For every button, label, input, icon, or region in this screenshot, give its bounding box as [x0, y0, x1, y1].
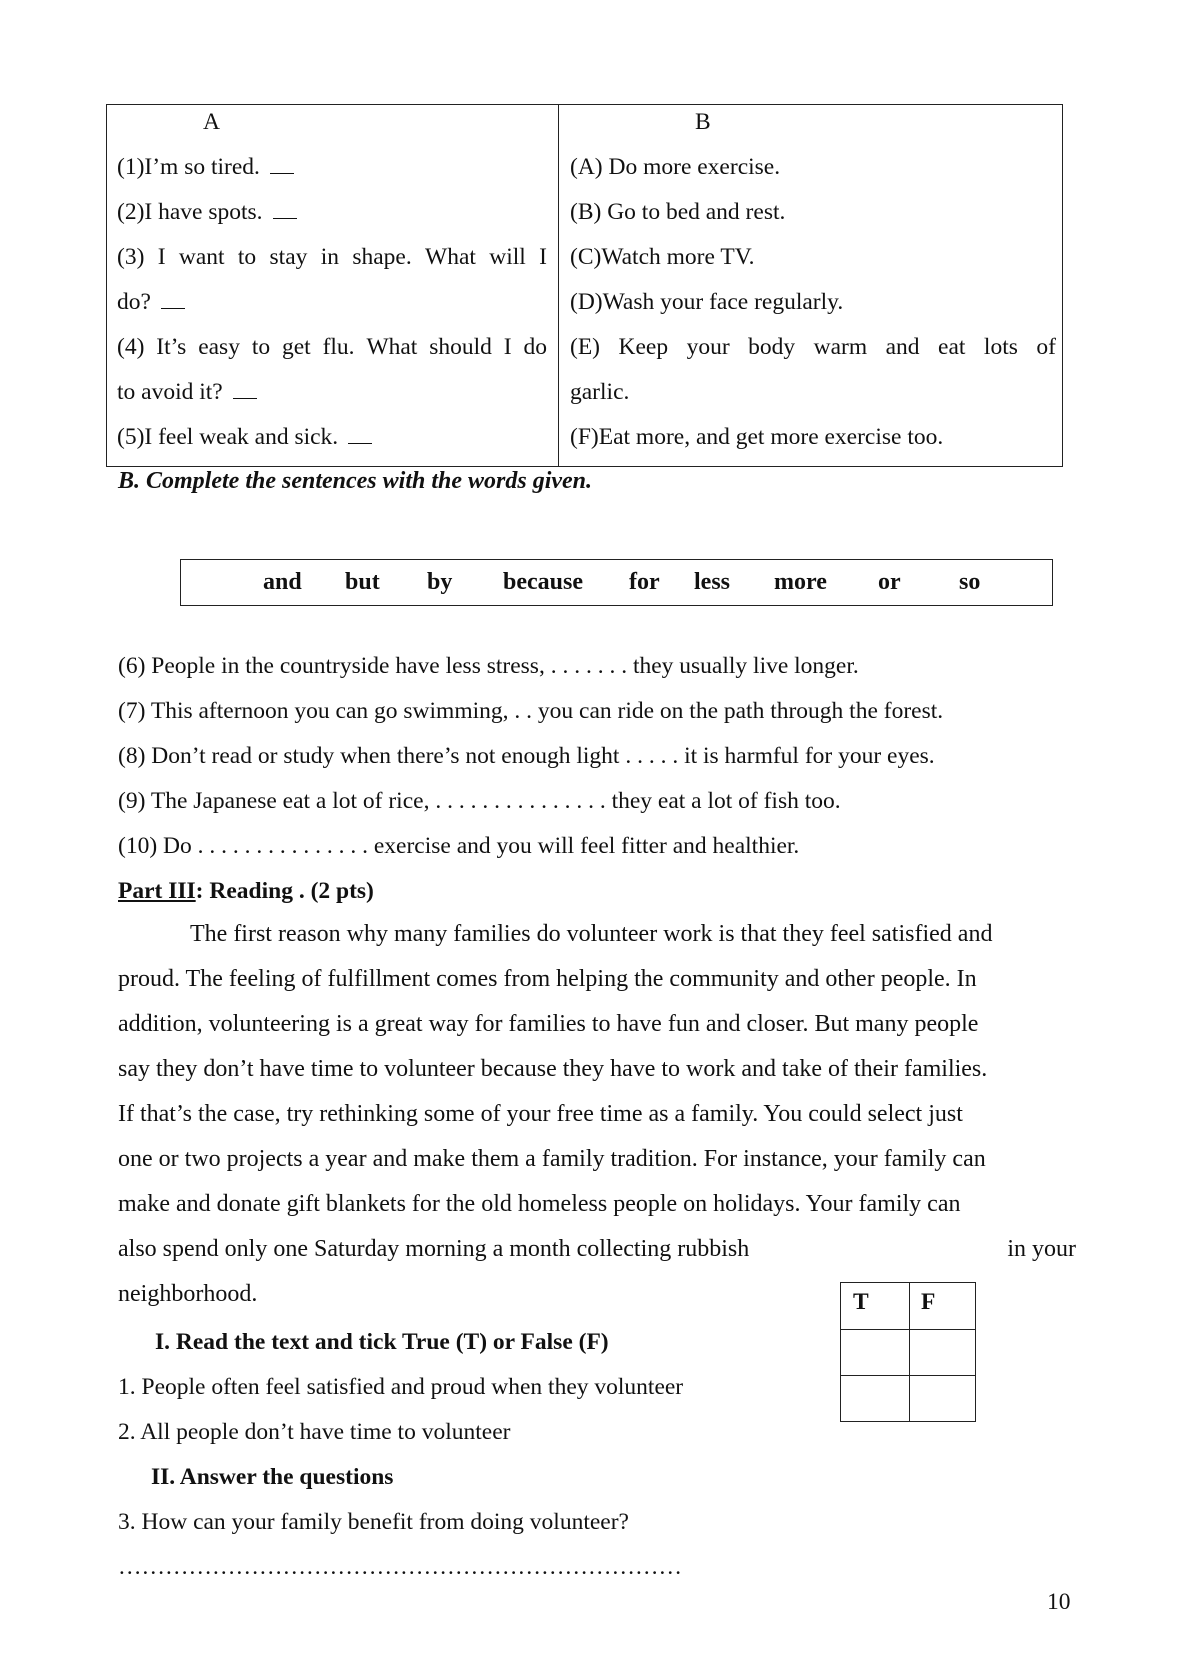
column-a-header: A: [203, 109, 220, 135]
word: easy: [198, 334, 240, 360]
part-3-subtitle: : Reading . (2 pts): [195, 878, 374, 904]
grid-divider: [841, 1375, 975, 1376]
word: (3): [117, 244, 145, 270]
tf-statement-2: 2. All people don’t have time to volunteer: [118, 1419, 511, 1445]
match-item-5: [117, 422, 547, 452]
column-b-header: B: [695, 109, 711, 135]
answer-blank-3[interactable]: [161, 290, 185, 309]
word: and: [885, 334, 920, 360]
word: get: [281, 334, 311, 360]
passage-line-right: in your: [1007, 1236, 1076, 1262]
word-bank: [180, 559, 1053, 606]
match-item-1: [117, 152, 547, 182]
answer-blank-4[interactable]: [233, 380, 257, 399]
word: to: [251, 334, 271, 360]
answer-blank-2[interactable]: [273, 200, 297, 219]
word: stay: [269, 244, 308, 270]
word: to: [237, 244, 257, 270]
word: your: [686, 334, 730, 360]
match-item-4-line1: [117, 332, 547, 362]
part-3-label: Part III: [118, 878, 196, 904]
reading-passage: [118, 912, 1076, 1317]
word: flu.: [322, 334, 355, 360]
passage-line: say they don’t have time to volunteer because they have to work and take of their families.: [118, 1056, 988, 1082]
sentence-8: (8) Don’t read or study when there’s not enough light . . . . . it is harmful for your eyes.: [118, 743, 935, 769]
true-header: T: [853, 1289, 869, 1315]
passage-line: addition, volunteering is a great way for families to have fun and closer. But many people: [118, 1011, 979, 1037]
match-item-3-text: do?: [117, 289, 151, 315]
word: lots: [983, 334, 1018, 360]
match-item-3-line1: [117, 242, 547, 272]
match-item-4-text: to avoid it?: [117, 379, 223, 405]
word-bank-item: less: [694, 569, 730, 595]
passage-line: make and donate gift blankets for the old homeless people on holidays. Your family can: [118, 1191, 961, 1217]
word: will: [489, 244, 526, 270]
word-bank-item: because: [503, 569, 583, 595]
word: in: [320, 244, 339, 270]
option-c: (C)Watch more TV.: [570, 244, 755, 270]
match-item-2: [117, 197, 547, 227]
word: I: [503, 334, 512, 360]
word: should: [429, 334, 492, 360]
match-item-2-text: (2)I have spots.: [117, 199, 263, 225]
passage-line: [118, 1227, 1076, 1272]
option-e-line2: garlic.: [570, 379, 630, 405]
grid-divider: [841, 1329, 975, 1330]
word: What: [366, 334, 418, 360]
word: warm: [813, 334, 868, 360]
word: (4): [117, 334, 145, 360]
word-bank-item: for: [629, 569, 660, 595]
passage-line: The first reason why many families do volunteer work is that they feel satisfied and: [190, 921, 993, 947]
option-d: (D)Wash your face regularly.: [570, 289, 844, 315]
tf-statement-1: 1. People often feel satisfied and proud when they volunteer: [118, 1374, 684, 1400]
tf-heading: I. Read the text and tick True (T) or False (F): [155, 1329, 609, 1355]
match-item-3-line2: [117, 287, 547, 317]
word: Keep: [618, 334, 669, 360]
match-item-5-text: (5)I feel weak and sick.: [117, 424, 339, 450]
passage-line: one or two projects a year and make them a family tradition. For instance, your family can: [118, 1146, 986, 1172]
word: I: [539, 244, 547, 270]
passage-line: If that’s the case, try rethinking some of your free time as a family. You could select just: [118, 1101, 963, 1127]
passage-line: proud. The feeling of fulfillment comes from helping the community and other people. In: [118, 966, 977, 992]
question-3: 3. How can your family benefit from doing volunteer?: [118, 1509, 629, 1535]
word: It’s: [156, 334, 187, 360]
match-item-4-line2: [117, 377, 547, 407]
sentence-6: (6) People in the countryside have less stress, . . . . . . . they usually live longer.: [118, 653, 859, 679]
word-bank-item: and: [263, 569, 302, 595]
false-header: F: [921, 1289, 936, 1315]
word: (E): [570, 334, 601, 360]
word: shape.: [352, 244, 412, 270]
word: of: [1036, 334, 1056, 360]
answer-blank-1[interactable]: [270, 155, 294, 174]
sentence-7: (7) This afternoon you can go swimming, . . you can ride on the path through the forest.: [118, 698, 944, 724]
passage-line-left: also spend only one Saturday morning a month collecting rubbish: [118, 1236, 750, 1262]
answer-heading: II. Answer the questions: [151, 1464, 394, 1490]
passage-line: neighborhood.: [118, 1281, 258, 1307]
sentence-10: (10) Do . . . . . . . . . . . . . . . exercise and you will feel fitter and healthier.: [118, 833, 800, 859]
word: What: [425, 244, 476, 270]
part-3-title: [118, 878, 374, 905]
word: body: [748, 334, 796, 360]
option-f: (F)Eat more, and get more exercise too.: [570, 424, 944, 450]
word-bank-item: but: [345, 569, 380, 595]
option-b: (B) Go to bed and rest.: [570, 199, 786, 225]
true-false-grid: [840, 1282, 976, 1422]
word-bank-item: or: [878, 569, 901, 595]
option-e-line1: [570, 332, 1056, 362]
match-item-1-text: (1)I’m so tired.: [117, 154, 260, 180]
option-a: (A) Do more exercise.: [570, 154, 781, 180]
word: eat: [938, 334, 966, 360]
word-bank-item: more: [774, 569, 827, 595]
word: do: [523, 334, 547, 360]
answer-blank-5[interactable]: [348, 425, 372, 444]
sentence-9: (9) The Japanese eat a lot of rice, . . . . . . . . . . . . . . . they eat a lot of fish too.: [118, 788, 841, 814]
matching-table: [106, 104, 1063, 467]
grid-divider: [909, 1283, 910, 1421]
word: want: [178, 244, 225, 270]
section-b-heading: B. Complete the sentences with the words given.: [118, 468, 593, 494]
page-number: 10: [1047, 1589, 1071, 1615]
word: I: [157, 244, 166, 270]
answer-line[interactable]: ………………………………………………………………: [118, 1554, 682, 1580]
word-bank-item: so: [959, 569, 981, 595]
word-bank-item: by: [427, 569, 453, 595]
column-divider: [558, 105, 559, 466]
